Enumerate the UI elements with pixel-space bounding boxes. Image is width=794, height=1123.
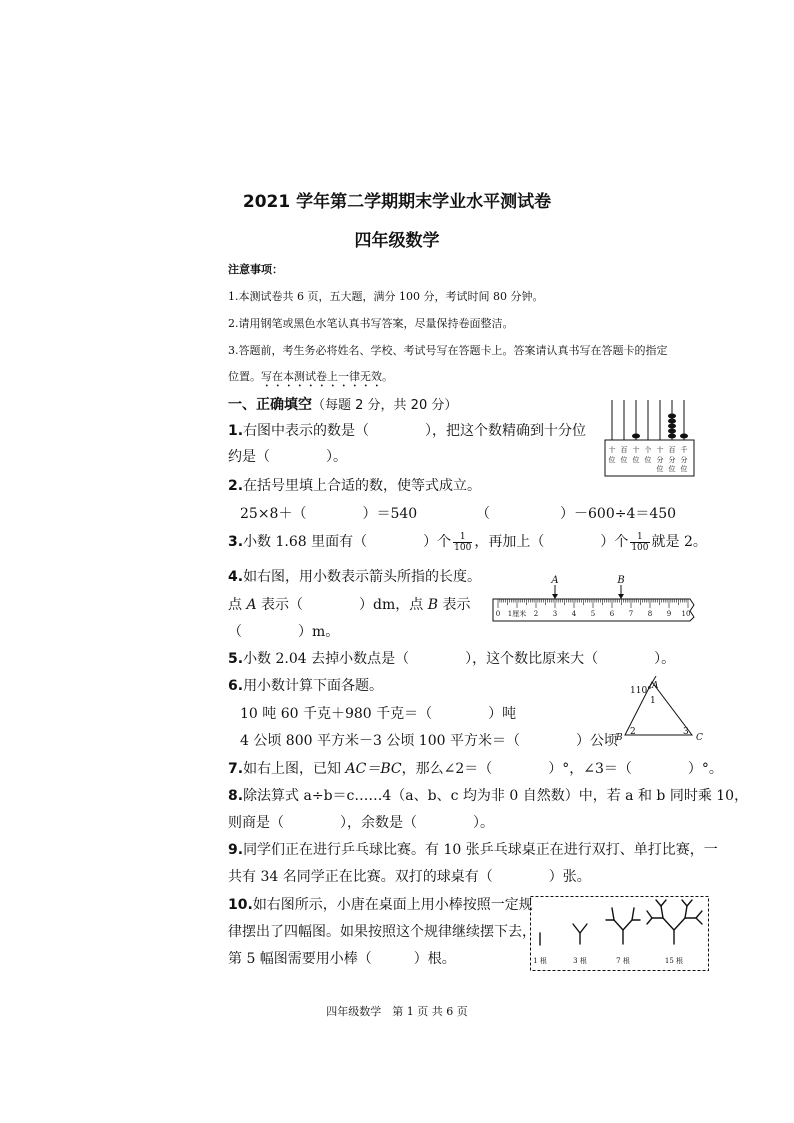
question-text: 用小数计算下面各题。	[243, 678, 384, 694]
page-footer: 四年级数学 第 1 页 共 6 页	[326, 1005, 468, 1018]
question-6-equation-2: 4 公顷 800 平方米－3 公顷 100 平方米＝（ ）公顷	[240, 733, 618, 749]
question-7	[228, 758, 723, 778]
question-text: 点	[228, 597, 247, 613]
question-number: 10.	[228, 897, 253, 913]
point-label: A	[246, 597, 257, 613]
abacus-label: 位	[680, 465, 688, 473]
abacus-label: 十	[608, 446, 616, 454]
abacus-label: 位	[668, 465, 676, 473]
abacus-label: 位	[620, 456, 628, 464]
question-2-equation-2: （ ）－600÷4＝450	[476, 506, 677, 522]
abacus-label: 十	[632, 446, 640, 454]
abacus-label: 分	[656, 456, 664, 464]
notice-item-1: 1.本测试卷共 6 页，五大题，满分 100 分，考试时间 80 分钟。	[228, 290, 544, 303]
question-text: 如右图所示，小唐在桌面上用小棒按照一定规	[252, 897, 533, 913]
ruler-point-a: A	[551, 575, 559, 586]
question-2-line-1	[228, 475, 481, 495]
sticks-figure	[530, 896, 710, 976]
question-4-line-2	[228, 594, 470, 614]
sticks-caption: 15 根	[664, 957, 684, 965]
angle-2-label: 2	[630, 727, 636, 737]
notice-item-3-cont	[228, 368, 393, 390]
notice-heading: 注意事项：	[228, 263, 283, 276]
notice-warning: 写在本测试卷上一律无效。	[261, 370, 393, 383]
sticks-caption: 7 根	[616, 957, 630, 965]
vertex-c-label: C	[696, 733, 703, 743]
abacus-label: 位	[608, 456, 616, 464]
abacus-label: 百	[668, 446, 676, 454]
fraction-numerator: 1	[453, 532, 472, 543]
question-number: 2.	[228, 478, 244, 494]
ruler-label: 7	[628, 610, 634, 618]
question-6-line-1	[228, 675, 383, 695]
question-text: 表示	[438, 597, 471, 613]
abacus-label: 位	[656, 465, 664, 473]
fraction	[630, 532, 649, 553]
abacus-label: 位	[632, 456, 640, 464]
ruler-label: 8	[647, 610, 653, 618]
question-5	[228, 648, 675, 668]
angle-label: 110°	[630, 686, 652, 696]
notice-item-3: 3.答题前，考生务必将姓名、学校、考试号写在答题卡上。答案请认真书写在答题卡的指定	[228, 344, 668, 357]
section-note: （每题 2 分，共 20 分）	[312, 398, 458, 413]
question-number: 3.	[228, 534, 244, 550]
question-number: 5.	[228, 651, 244, 667]
abacus-label: 分	[668, 456, 676, 464]
question-number: 8.	[228, 788, 244, 804]
question-10-line-3: 第 5 幅图需要用小棒（ ）根。	[228, 951, 456, 967]
page-subtitle: 四年级数学	[354, 231, 440, 251]
ruler-label: 6	[609, 610, 615, 618]
abacus-label: 个	[644, 446, 652, 454]
ruler-label: 9	[666, 610, 672, 618]
question-number: 7.	[228, 761, 244, 777]
point-label: B	[427, 597, 439, 613]
sticks-caption: 3 根	[573, 957, 587, 965]
fraction	[453, 532, 472, 553]
page-title: 2021 学年第二学期期末学业水平测试卷	[242, 192, 552, 212]
question-equation: AC＝BC	[345, 761, 402, 777]
question-9-line-2: 共有 34 名同学正在比赛。双打的球桌有（ ）张。	[228, 869, 591, 885]
section-heading	[228, 394, 457, 414]
question-9-line-1	[228, 839, 718, 859]
fraction-numerator: 1	[630, 532, 649, 543]
abacus-label: 千	[680, 446, 688, 454]
question-10-line-1	[228, 894, 533, 914]
abacus-label: 十	[656, 446, 664, 454]
section-title: 一、正确填空	[228, 397, 312, 413]
question-number: 9.	[228, 842, 244, 858]
ruler-label: 0	[495, 610, 501, 618]
notice-item-2: 2.请用钢笔或黑色水笔认真书写答案，尽量保持卷面整洁。	[228, 317, 514, 330]
question-text: 如右上图，已知	[243, 761, 346, 777]
question-text: 小数 2.04 去掉小数点是（ ），这个数比原来大（ ）。	[243, 651, 676, 667]
abacus-label: 百	[620, 446, 628, 454]
ruler-label: 3	[552, 610, 558, 618]
question-text: ，那么∠2＝（ ）°，∠3＝（ ）°。	[401, 761, 723, 777]
question-8-line-2: 则商是（ ），余数是（ ）。	[228, 815, 494, 831]
question-8-line-1	[228, 785, 748, 805]
question-number: 6.	[228, 678, 244, 694]
question-number: 1.	[228, 423, 244, 439]
abacus-label: 位	[644, 456, 652, 464]
angle-3-label: 3	[683, 727, 689, 737]
question-1-line-1	[228, 420, 586, 440]
ruler-label: 1厘米	[507, 610, 527, 618]
question-text: 右图中表示的数是（ ），把这个数精确到十分位	[243, 423, 587, 439]
ruler-label: 10	[681, 610, 691, 618]
question-text: 在括号里填上合适的数，使等式成立。	[243, 478, 482, 494]
question-4-line-3: （ ）m。	[228, 624, 340, 640]
sticks-caption: 1 根	[533, 957, 547, 965]
question-10-line-2: 律摆出了四幅图。如果按照这个规律继续摆下去，	[228, 924, 536, 940]
question-text: ，再加上（ ）个	[474, 534, 629, 550]
question-text: 除法算式 a÷b＝c……4（a、b、c 均为非 0 自然数）中，若 a 和 b 同时乘 10，	[243, 788, 749, 804]
abacus-label: 分	[680, 456, 688, 464]
question-4-line-1	[228, 566, 481, 586]
question-number: 4.	[228, 569, 244, 585]
fraction-denominator: 100	[454, 542, 472, 553]
question-2-equation-1: 25×8＋（ ）＝540	[240, 506, 418, 522]
question-text: 就是 2。	[651, 534, 707, 550]
question-text: 小数 1.68 里面有（ ）个	[243, 534, 452, 550]
vertex-b-label: B	[616, 733, 623, 743]
angle-1-label: 1	[650, 696, 656, 706]
ruler-label: 2	[533, 610, 539, 618]
notice-item-3-tail: 位置。	[228, 370, 261, 383]
fraction-denominator: 100	[631, 542, 649, 553]
question-6-equation-1: 10 吨 60 千克＋980 千克＝（ ）吨	[240, 706, 517, 722]
question-text: 同学们正在进行乒乓球比赛。有 10 张乒乓球桌正在进行双打、单打比赛，一	[243, 842, 718, 858]
ruler-label: 5	[590, 610, 596, 618]
ruler-point-b: B	[617, 575, 625, 586]
question-text: 如右图，用小数表示箭头所指的长度。	[243, 569, 482, 585]
question-1-line-2: 约是（ ）。	[228, 449, 347, 465]
ruler-figure	[490, 573, 696, 629]
triangle-figure	[612, 676, 712, 750]
ruler-label: 4	[571, 610, 577, 618]
abacus-figure	[604, 398, 696, 482]
vertex-a-label: A	[652, 681, 659, 691]
question-3	[228, 531, 707, 553]
question-text: 表示（ ）dm，点	[256, 597, 428, 613]
